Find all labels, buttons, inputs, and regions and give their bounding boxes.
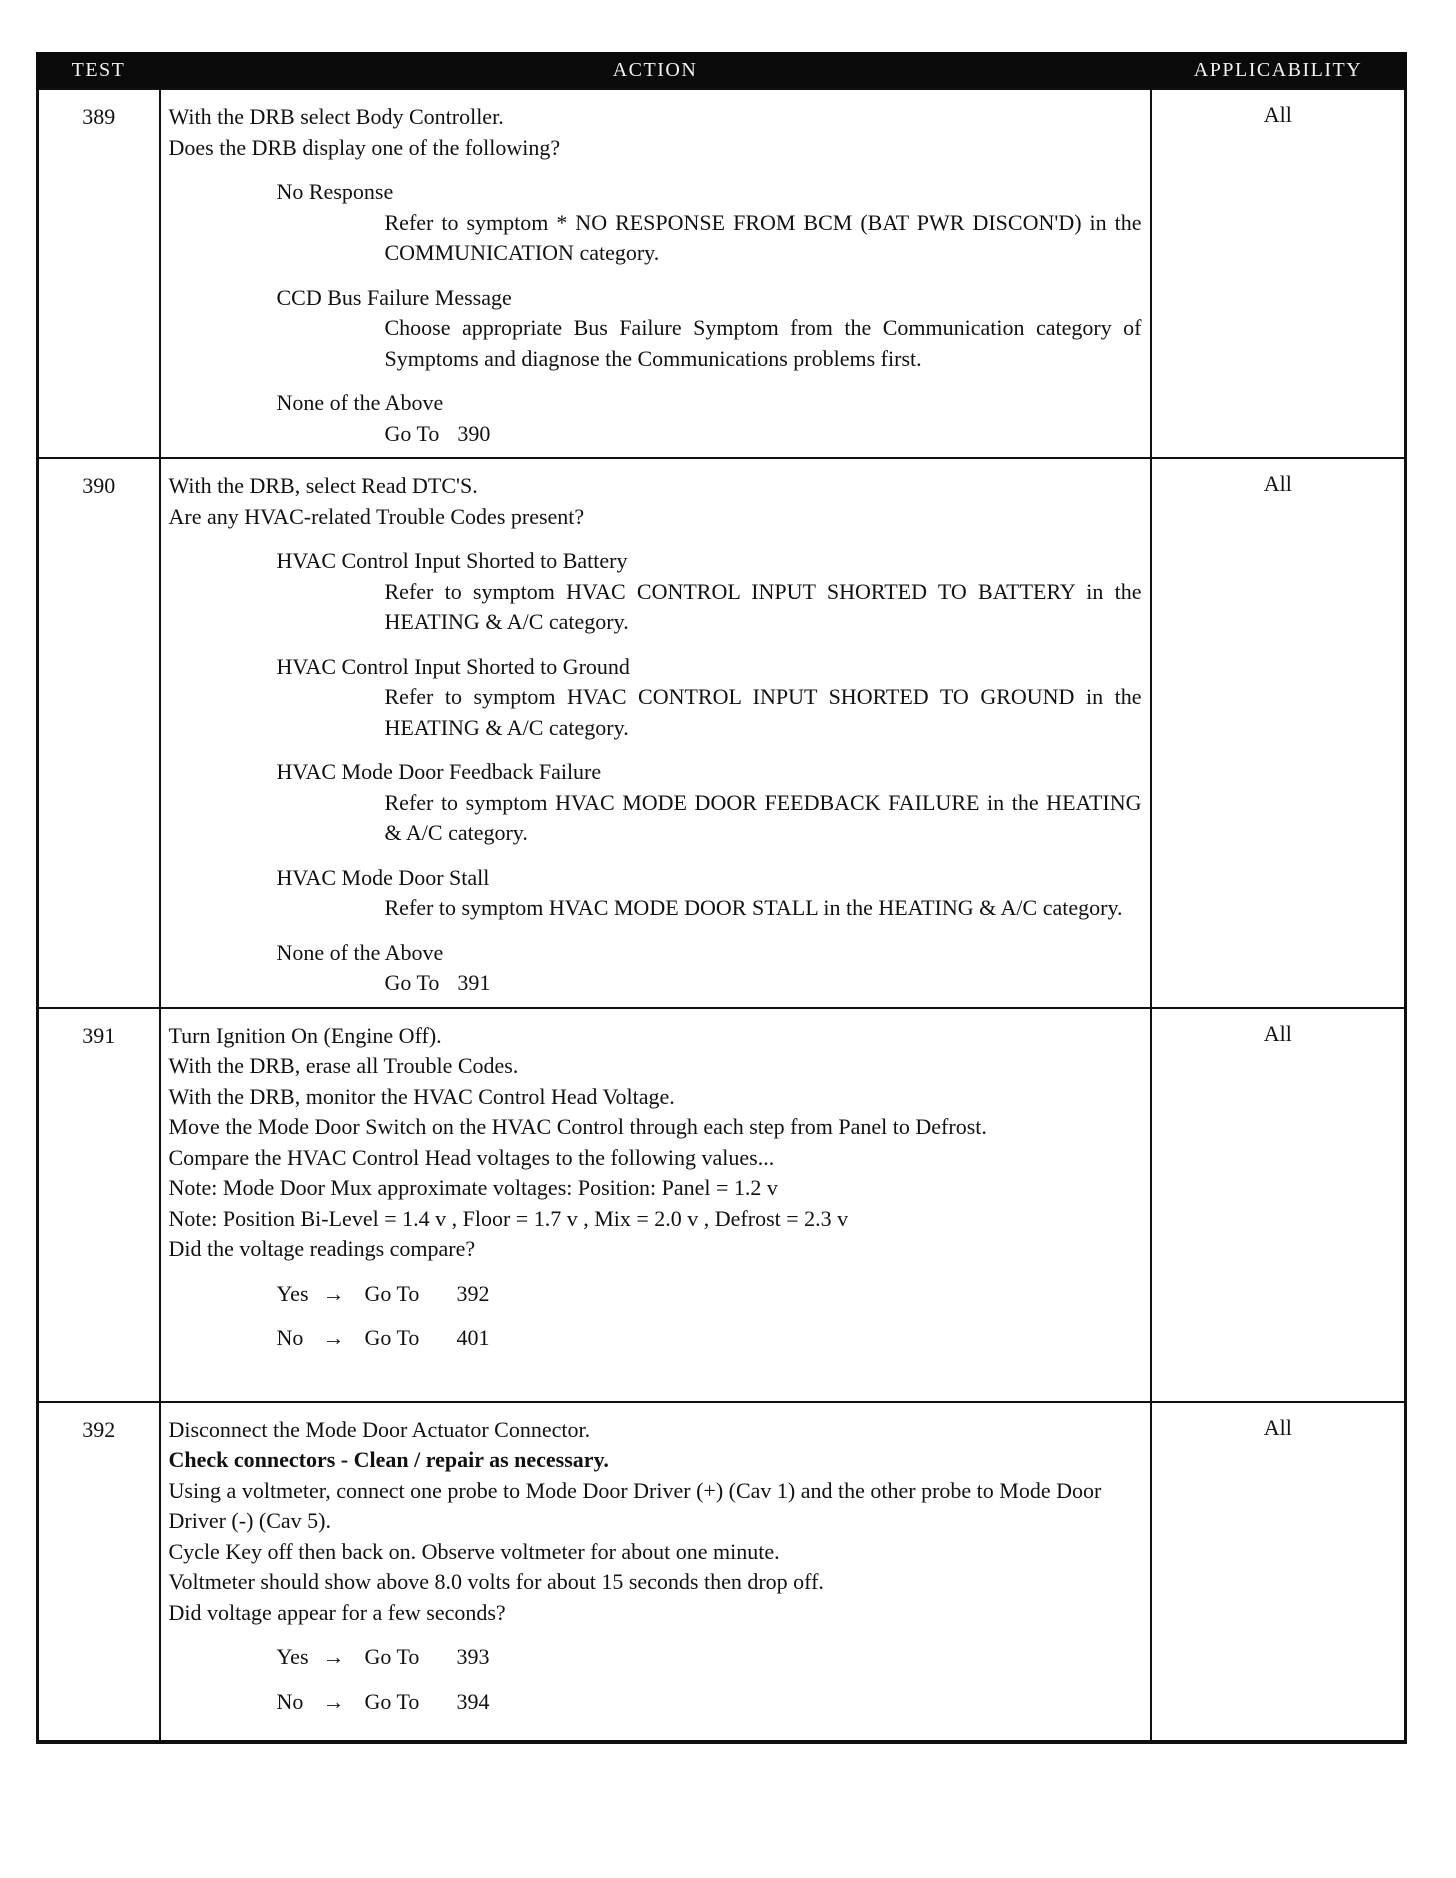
arrow-right-icon: → xyxy=(322,1280,345,1306)
option xyxy=(169,863,1142,924)
option-title: None of the Above xyxy=(276,939,444,965)
option-title: HVAC Mode Door Stall xyxy=(276,864,490,890)
step-text: With the DRB, erase all Trouble Codes. xyxy=(168,1053,519,1078)
goto-label: Go To xyxy=(364,1688,420,1714)
option xyxy=(169,938,1142,999)
answer-no xyxy=(169,1687,1142,1718)
option xyxy=(169,546,1142,638)
goto-number: 391 xyxy=(457,970,491,995)
answer-yes xyxy=(169,1279,1142,1310)
step-text: Using a voltmeter, connect one probe to Mode Door Driver (+) (Cav 1) and the other probe to Mode Door Driver (-) (Cav 5). xyxy=(168,1477,1102,1533)
option xyxy=(169,757,1142,849)
goto-label: Go To xyxy=(384,970,440,995)
step-text: Note: Position Bi-Level = 1.4 v , Floor = 1.7 v , Mix = 2.0 v , Defrost = 2.3 v xyxy=(168,1205,849,1231)
header-test: TEST xyxy=(38,52,160,89)
step-text: Disconnect the Mode Door Actuator Connector. xyxy=(168,1416,591,1442)
answer-no xyxy=(169,1323,1142,1354)
goto-line xyxy=(169,419,1142,450)
applicability: All xyxy=(1151,89,1406,458)
option xyxy=(169,283,1142,375)
test-action xyxy=(160,458,1151,1008)
diagnostic-page xyxy=(36,52,1404,1744)
option-body: Refer to symptom HVAC CONTROL INPUT SHORTED TO GROUND in the HEATING & A/C category. xyxy=(384,684,1142,740)
step-text: Voltmeter should show above 8.0 volts for about 15 seconds then drop off. xyxy=(168,1569,824,1594)
answer-yes xyxy=(169,1642,1142,1673)
table-row xyxy=(38,89,1406,458)
option xyxy=(169,388,1142,449)
test-number: 390 xyxy=(38,458,160,1008)
goto-number: 394 xyxy=(456,1688,490,1714)
goto-line xyxy=(169,968,1142,999)
goto-label: Go To xyxy=(364,1325,420,1350)
answer-label: Yes xyxy=(276,1644,309,1669)
goto-number: 390 xyxy=(457,420,491,446)
table-header-row xyxy=(38,52,1406,89)
answer-label: No xyxy=(276,1325,304,1350)
applicability: All xyxy=(1151,1008,1406,1402)
option-body: Refer to symptom * NO RESPONSE FROM BCM (BAT PWR DISCON'D) in the COMMUNICATION category. xyxy=(384,209,1142,265)
applicability: All xyxy=(1151,458,1406,1008)
goto-number: 401 xyxy=(456,1325,490,1350)
option-body: Refer to symptom HVAC MODE DOOR STALL in the HEATING & A/C category. xyxy=(384,895,1123,920)
option-title: HVAC Control Input Shorted to Battery xyxy=(276,548,628,573)
test-number: 389 xyxy=(38,89,160,458)
step-text: Cycle Key off then back on. Observe voltmeter for about one minute. xyxy=(168,1538,780,1564)
goto-label: Go To xyxy=(364,1280,420,1306)
goto-label: Go To xyxy=(384,420,440,446)
applicability: All xyxy=(1151,1402,1406,1742)
option xyxy=(169,652,1142,744)
step-text: Note: Mode Door Mux approximate voltages: Position: Panel = 1.2 v xyxy=(168,1175,778,1200)
step-text: With the DRB select Body Controller. xyxy=(168,104,504,129)
option-title: HVAC Control Input Shorted to Ground xyxy=(276,653,630,679)
option-title: CCD Bus Failure Message xyxy=(276,284,512,310)
option xyxy=(169,177,1142,269)
option-body: Refer to symptom HVAC CONTROL INPUT SHORTED TO BATTERY in the HEATING & A/C category. xyxy=(384,578,1142,634)
option-title: HVAC Mode Door Feedback Failure xyxy=(276,759,602,784)
goto-number: 392 xyxy=(456,1280,490,1306)
step-text: Did the voltage readings compare? xyxy=(168,1236,476,1261)
step-text: Compare the HVAC Control Head voltages to the following values... xyxy=(168,1144,775,1170)
arrow-right-icon: → xyxy=(322,1688,345,1714)
option-title: None of the Above xyxy=(276,390,444,415)
diagnostic-table xyxy=(36,52,1407,1744)
table-row xyxy=(38,1402,1406,1742)
arrow-right-icon: → xyxy=(322,1325,345,1350)
test-number: 392 xyxy=(38,1402,160,1742)
test-action xyxy=(160,89,1151,458)
goto-number: 393 xyxy=(456,1644,490,1669)
step-text: Turn Ignition On (Engine Off). xyxy=(168,1022,442,1048)
answer-label: No xyxy=(276,1688,304,1714)
option-body: Refer to symptom HVAC MODE DOOR FEEDBACK FAILURE in the HEATING & A/C category. xyxy=(384,789,1142,845)
step-text: Are any HVAC-related Trouble Codes present? xyxy=(168,503,585,529)
table-row xyxy=(38,1008,1406,1402)
test-action xyxy=(160,1008,1151,1402)
test-number: 391 xyxy=(38,1008,160,1402)
step-text: Move the Mode Door Switch on the HVAC Control through each step from Panel to Defrost. xyxy=(168,1114,987,1139)
step-text: With the DRB, monitor the HVAC Control Head Voltage. xyxy=(168,1083,675,1109)
header-applicability: APPLICABILITY xyxy=(1151,52,1406,89)
goto-label: Go To xyxy=(364,1644,420,1669)
bold-step-text: Check connectors - Clean / repair as necessary. xyxy=(168,1447,609,1472)
test-action xyxy=(160,1402,1151,1742)
table-row xyxy=(38,458,1406,1008)
header-action: ACTION xyxy=(160,52,1151,89)
answer-label: Yes xyxy=(276,1280,309,1306)
arrow-right-icon: → xyxy=(322,1644,345,1669)
step-text: Does the DRB display one of the following? xyxy=(168,134,561,160)
step-text: Did voltage appear for a few seconds? xyxy=(168,1599,506,1625)
step-text: With the DRB, select Read DTC'S. xyxy=(168,473,478,498)
option-title: No Response xyxy=(276,179,394,204)
option-body: Choose appropriate Bus Failure Symptom from the Communication category of Symptoms and diagnose the Communications problems first. xyxy=(384,315,1142,371)
